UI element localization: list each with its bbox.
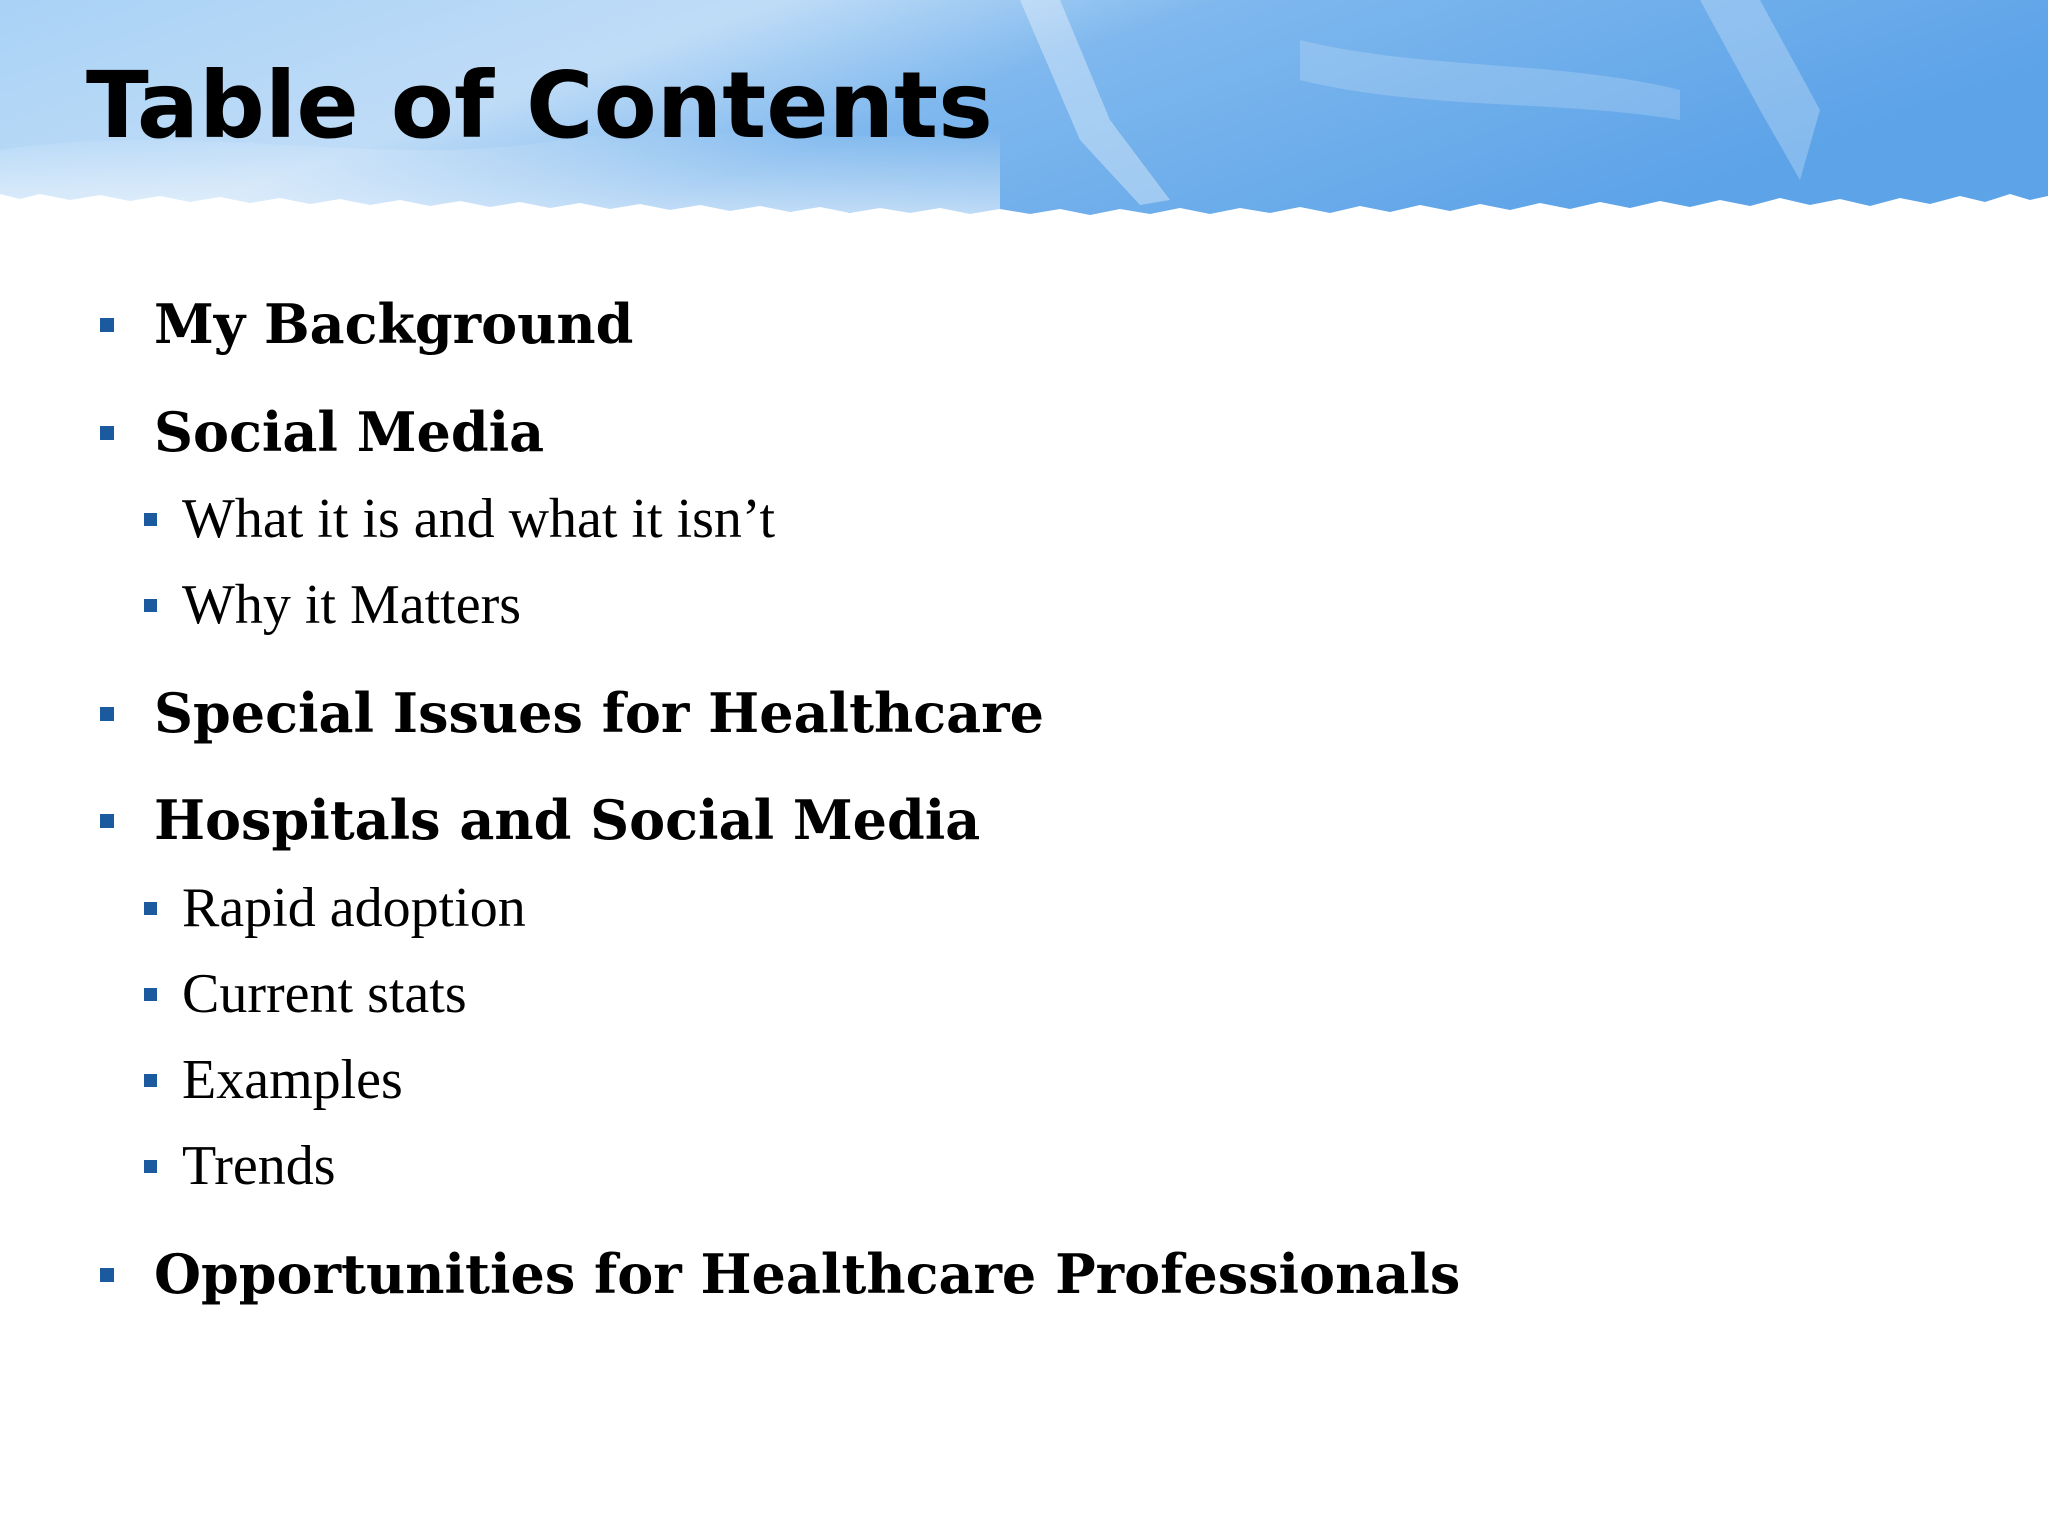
square-bullet-icon xyxy=(100,426,114,440)
toc-item-label: Special Issues for Healthcare xyxy=(154,681,1044,745)
toc-subitem-label: Current stats xyxy=(182,963,467,1025)
square-bullet-icon xyxy=(100,707,114,721)
square-bullet-icon xyxy=(144,1160,157,1173)
toc-subitem-label: Why it Matters xyxy=(182,574,522,636)
square-bullet-icon xyxy=(144,902,157,915)
square-bullet-icon xyxy=(144,988,157,1001)
slide-title: Table of Contents xyxy=(86,52,993,159)
toc-subitem-label: Examples xyxy=(182,1049,403,1111)
toc-subitem-label: Trends xyxy=(182,1135,336,1197)
toc-item-label: Social Media xyxy=(154,400,545,464)
square-bullet-icon xyxy=(100,1268,114,1282)
square-bullet-icon xyxy=(144,513,157,526)
toc-item-label: Opportunities for Healthcare Professionals xyxy=(154,1242,1461,1306)
square-bullet-icon xyxy=(144,1074,157,1087)
toc-subitem-label: What it is and what it isn’t xyxy=(182,488,776,550)
square-bullet-icon xyxy=(100,814,114,828)
toc-item-label: Hospitals and Social Media xyxy=(154,788,981,852)
toc-item-label: My Background xyxy=(154,292,634,356)
square-bullet-icon xyxy=(100,318,114,332)
toc-subitem-label: Rapid adoption xyxy=(182,877,526,939)
square-bullet-icon xyxy=(144,599,157,612)
